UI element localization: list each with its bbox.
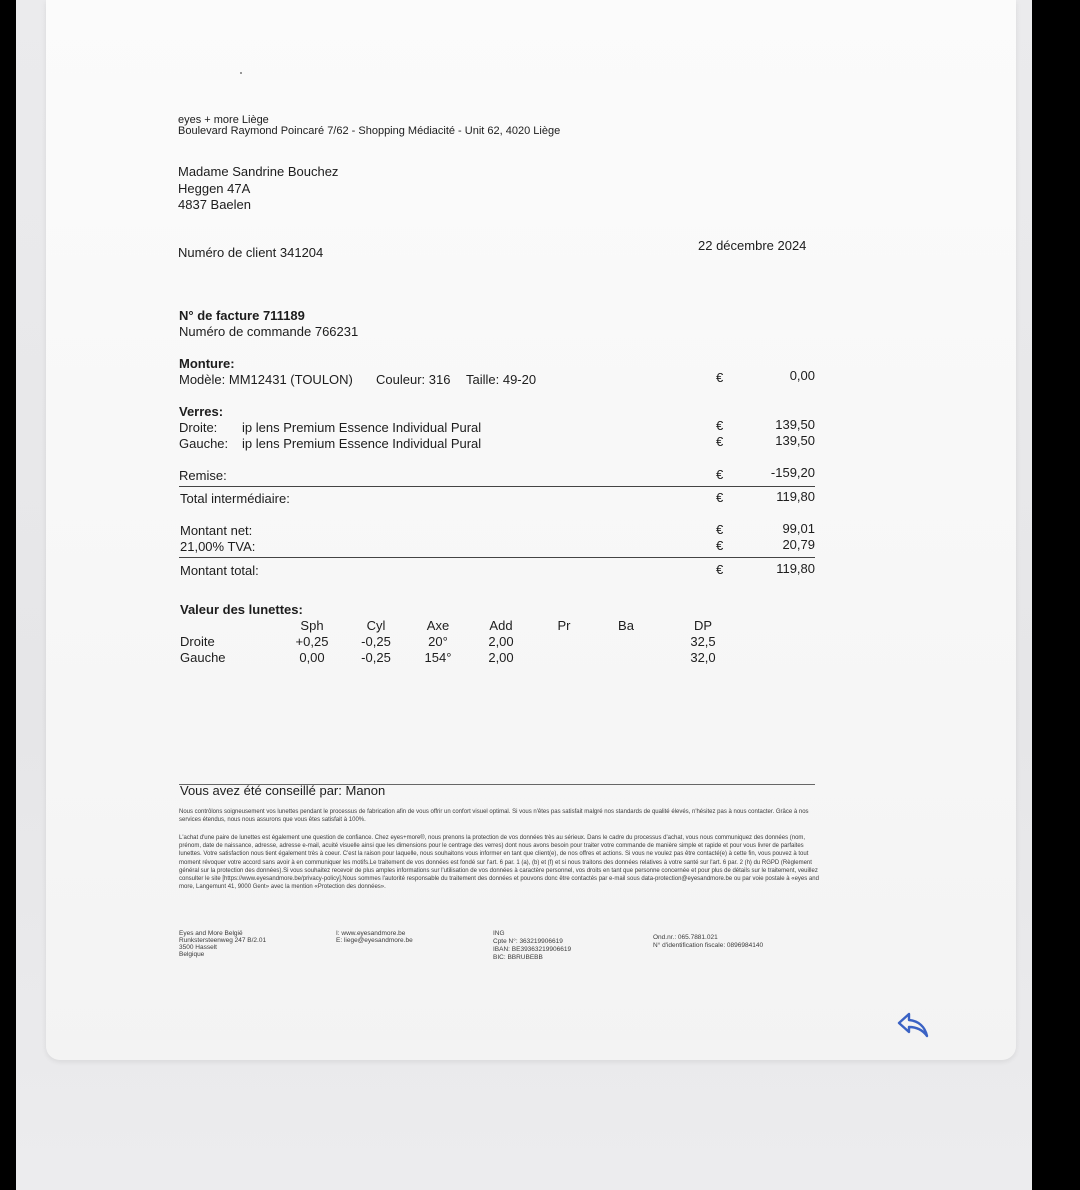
frame-title: Monture: [179,356,235,371]
lenses-title: Verres: [179,404,224,419]
frame-color: Couleur: 316 [376,372,451,387]
footer-iban: IBAN: BE39363219906619 [493,946,572,953]
footer-company-street: Runkstersteenweg 247 B/2.01 [179,937,267,944]
divider [179,486,815,487]
rx-left-sph: 0,00 [299,650,325,665]
divider [179,557,815,558]
recipient-city: 4837 Baelen [178,197,252,212]
rx-left-cyl: -0,25 [361,650,391,665]
header-ba: Ba [618,618,634,633]
vat-label: 21,00% TVA: [180,539,256,554]
header-axe: Axe [426,618,450,633]
subtotal-label: Total intermédiaire: [180,491,290,506]
lens-right-amount: 139,50 [775,417,815,432]
footer-bank-name: ING [493,930,505,937]
shop-name: eyes + more Liège [178,114,269,126]
rx-right-add: 2,00 [488,634,514,649]
prescription-title: Valeur des lunettes: [180,602,303,617]
rx-left-add: 2,00 [488,650,514,665]
total-amount: 119,80 [776,561,815,576]
frame-model: Modèle: MM12431 (TOULON) [179,372,353,387]
frame-amount: 0,00 [789,368,815,383]
discount-currency: € [716,467,724,482]
rx-left-side: Gauche [180,650,226,665]
lens-left-currency: € [716,434,724,449]
rx-right-axe: 20° [428,634,448,649]
lens-left-amount: 139,50 [775,433,815,448]
order-number: Numéro de commande 766231 [179,324,359,339]
vat-amount: 20,79 [782,537,815,552]
rx-right-side: Droite [180,634,215,649]
lens-left-desc: ip lens Premium Essence Individual Pural [242,436,482,451]
header-add: Add [489,618,513,633]
header-cyl: Cyl [366,618,386,633]
quality-notice: Nous contrôlons soigneusement vos lunettes pendant le processus de fabrication afin de vous offrir un confort visuel optimal. Si vous n'êtes pas satisfait malgré nos standards de qualité élevés, n'hésitez pas à nous contacter. Grâce à nos services étendus, nous nous assurons que vous êtes satisfait à 100%. [179,809,809,824]
discount-label: Remise: [179,468,227,483]
subtotal-currency: € [716,490,724,505]
lens-right-currency: € [716,418,724,433]
invoice-date: 22 décembre 2024 [698,238,807,253]
footer-company-city: 3500 Hasselt [179,944,217,951]
footer-company-name: Eyes and More België [179,930,243,937]
viewer-background [16,0,1032,1190]
rx-left-axe: 154° [424,650,452,665]
rx-right-sph: +0,25 [295,634,329,649]
privacy-notice: L'achat d'une paire de lunettes est également une question de confiance. Chez eyes+more®, nous prenons la protection de vos données très au sérieux. Dans le cadre du processus d'achat, vous nous communiquez des données (nom, prénom, date de naissance, adresse, adresse e-mail, acuité visuelle ainsi que les dimensions pour le centrage des verres) dont nous avons besoin pour traiter votre commande de manière simple et rapide et pour vous livrer de parfaites lunettes. Votre satisfaction nous tient également très à coeur. C'est la raison pour laquelle, nous souhaitons vous informer en tant que client(e), de nos offres et actions. Si vous ne voulez pas être contacté(e) à cette fin, vous pouvez à tout moment révoquer votre accord sans avoir à en communiquer les motifs.Le traitement de vos données est fondé sur l'art. 6 par. 1 (a), (b) et (f) et si nous traitons des données relatives à votre santé sur l'art. 6 par. 2 (h) du RGPD (Règlement général sur la protection des données).Si vous souhaitez recevoir de plus amples informations sur l'utilisation de vos données à caractère personnel, vos droits en tant que personne concernée et pour plus de détails sur le traitement, veuillez consulter le site [https://www.eyesandmore.be/privacy-policy].Nous sommes l'autorité responsable du traitement des données et pouvons donc être contactés par e-mail sous data-protection@eyesandmore.be ou par voie postale à «eyes and more, Langemunt 41, 9000 Gent» avec la mention «Protection des données». [179,835,819,891]
rx-right-cyl: -0,25 [361,634,391,649]
footer-company-number: Ond.nr.: 065.7881.021 [653,934,718,941]
header-dp: DP [693,618,713,633]
net-currency: € [716,522,724,537]
net-label: Montant net: [180,523,253,538]
shop-address: Boulevard Raymond Poincaré 7/62 - Shopping Médiacité - Unit 62, 4020 Liège [178,125,561,137]
speck [240,72,242,74]
rx-left-dp: 32,0 [690,650,716,665]
rx-right-dp: 32,5 [690,634,716,649]
invoice-number: N° de facture 711189 [179,308,305,323]
lens-left-side: Gauche: [179,436,229,451]
discount-amount: -159,20 [770,465,815,480]
lens-right-side: Droite: [179,420,218,435]
footer-company-country: Belgique [179,951,205,958]
recipient-street: Heggen 47A [178,181,251,196]
total-label: Montant total: [180,563,259,578]
client-number: Numéro de client 341204 [178,245,324,260]
recipient-name: Madame Sandrine Bouchez [178,164,339,179]
header-sph: Sph [300,618,324,633]
frame-currency: € [716,370,724,385]
header-pr: Pr [557,618,571,633]
subtotal-amount: 119,80 [776,489,815,504]
lens-right-desc: ip lens Premium Essence Individual Pural [242,420,482,435]
footer-bic: BIC: BBRUBEBB [493,954,543,961]
total-currency: € [716,562,724,577]
footer-website: I: www.eyesandmore.be [336,930,406,937]
share-arrow-icon[interactable] [896,1008,930,1042]
vat-currency: € [716,538,724,553]
footer-tax-id: N° d'identification fiscale: 0896984140 [653,942,764,949]
footer-account: Cpte N°: 363219906619 [493,938,563,945]
advisor: Vous avez été conseillé par: Manon [180,783,386,798]
frame-size: Taille: 49-20 [466,372,537,387]
net-amount: 99,01 [782,521,815,536]
footer-email: E: liege@eyesandmore.be [336,937,413,944]
